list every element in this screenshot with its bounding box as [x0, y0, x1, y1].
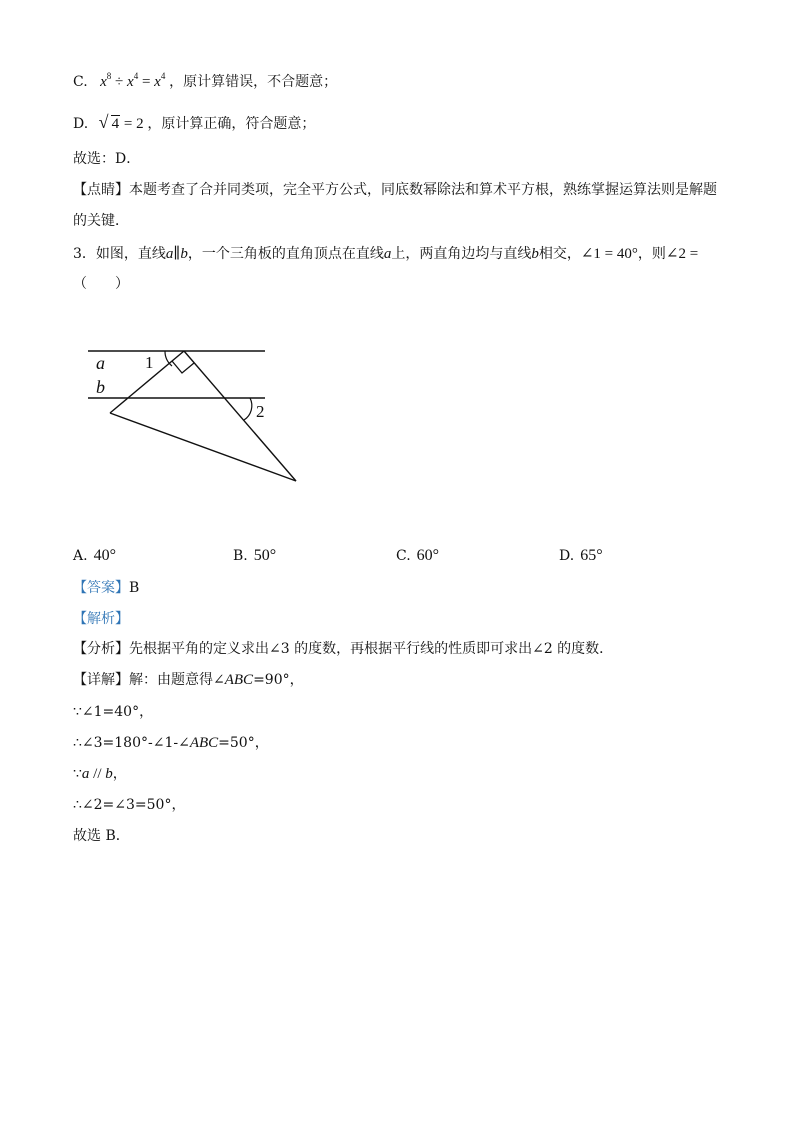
sqrt-symbol: √ 4: [101, 114, 121, 134]
choice-c: C. 60°: [396, 547, 440, 564]
option-c-expression: $x^8 \div x^4 = x^4$: [100, 71, 166, 90]
right-angle-marker: [172, 361, 194, 373]
answer-value: B: [129, 580, 140, 596]
step-5: 故选 B．: [73, 828, 130, 844]
step-3: ∵a // b，: [73, 766, 127, 782]
angle2-asked: ∠2 =: [665, 246, 699, 262]
detail-tag: 【详解】: [73, 672, 129, 688]
choice-b: B. 50°: [233, 547, 277, 564]
detail-line: 【详解】解：由题意得∠ABC=90°，: [73, 672, 304, 688]
label-angle-1: 1: [145, 353, 154, 372]
step-1: ∵∠1=40°，: [73, 704, 154, 720]
step-2: ∴∠3=180°-∠1-∠ABC=50°，: [73, 735, 269, 751]
comment-block-line1: 【点睛】本题考查了合并同类项，完全平方公式，同底数幂除法和算术平方根，熟练掌握运算法则是解题: [73, 182, 717, 198]
method-tag: 【分析】: [73, 641, 129, 657]
question-number: 3．: [73, 246, 96, 262]
answer-tag: 【答案】: [73, 580, 129, 596]
triangle-right-leg: [184, 351, 296, 481]
option-c-label: C.: [73, 74, 88, 90]
step-4: ∴∠2=∠3=50°，: [73, 797, 186, 813]
previous-answer: 故选：D．: [73, 151, 141, 167]
choice-a: A. 40°: [73, 547, 116, 564]
comment-block-line2: 的关键．: [73, 213, 129, 229]
question-line2: （ ）: [73, 276, 129, 292]
comment-tag: 【点睛】: [73, 182, 129, 198]
label-b: b: [96, 377, 105, 397]
answer-line: [73, 578, 139, 598]
option-c-comment: ，原计算错误，不合题意；: [169, 74, 338, 90]
analysis-tag: 【解析】: [73, 611, 129, 627]
label-angle-2: 2: [256, 402, 265, 421]
option-d-expression: √ 4 = 2: [101, 116, 148, 132]
option-d-comment: ，原计算正确，符合题意；: [147, 116, 316, 132]
question-line1: 3．如图，直线a∥b，一个三角板的直角顶点在直线a上，两直角边均与直线b相交，∠1 = 40°，则∠2 =: [73, 246, 699, 262]
option-d-label: D.: [73, 116, 89, 132]
label-a: a: [96, 353, 105, 373]
method-line: 【分析】先根据平角的定义求出∠3 的度数，再根据平行线的性质即可求出∠2 的度数．: [73, 641, 614, 657]
angle-2-arc: [244, 398, 252, 420]
angle1-given: ∠1 = 40°: [580, 246, 638, 262]
choice-d: D. 65°: [559, 547, 603, 564]
triangle-hypotenuse: [110, 413, 296, 481]
